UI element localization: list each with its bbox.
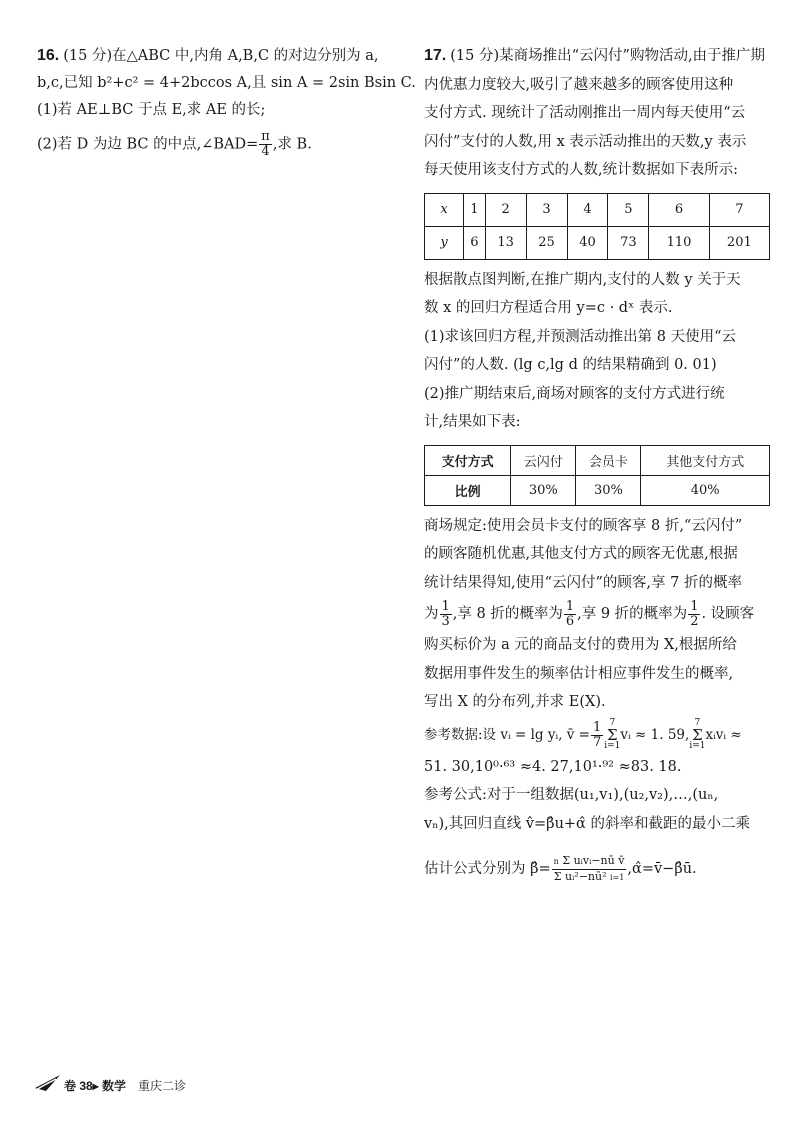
q16-part-1: (1)若 AE⊥BC 于点 E,求 AE 的长; <box>37 102 266 118</box>
q17-part2-line-1: (2)推广期结束后,商场对顾客的支付方式进行统 <box>424 385 725 402</box>
beta-numerator <box>552 854 627 870</box>
q16-frac-den: 4 <box>261 144 270 159</box>
fraction-one-seventh <box>591 721 603 750</box>
q17-reference-data <box>424 717 772 753</box>
q17-reference-data-2: 51. 30,10⁰·⁶³ ≈4. 27,10¹·⁹² ≈83. 18. <box>424 758 682 775</box>
q17-rules2-2: 数据用事件发生的频率估计相应事件发生的概率, <box>424 665 734 682</box>
q17-formula-1: 参考公式:对于一组数据(u₁,v₁),(u₂,v₂),…,(uₙ, <box>424 787 719 803</box>
q17-intro-3: 支付方式. 现统计了活动刚推出一周内每天使用“云 <box>424 105 746 121</box>
q16-frac-num: π <box>261 129 270 144</box>
payment-method-table <box>424 445 770 506</box>
table-row-label: 比例 <box>425 475 511 505</box>
q17-intro-5: 每天使用该支付方式的人数,统计数据如下表所示: <box>424 162 738 178</box>
table-header-x: x <box>425 193 464 226</box>
table-cell: 201 <box>709 226 769 259</box>
fraction-one-sixth <box>564 600 576 629</box>
table-cell: 40 <box>567 226 608 259</box>
table-header-cell: 会员卡 <box>576 445 641 475</box>
q17-after-table-1: 根据散点图判断,在推广期内,支付的人数 y 关于天 <box>424 271 741 288</box>
q17-probability-line <box>424 597 772 631</box>
q17-part2-line-2: 计,结果如下表: <box>424 414 521 430</box>
q16-part2-before: (2)若 D 为边 BC 的中点,∠BAD= <box>37 136 259 153</box>
ref-data-text: vᵢ ≈ 1. 59, <box>620 726 690 743</box>
q17-number: 17. <box>424 47 447 64</box>
table-cell: 25 <box>526 226 567 259</box>
q16-part2-after: ,求 B. <box>272 136 312 153</box>
table-row-header <box>425 445 770 475</box>
frac-den: 6 <box>565 613 575 629</box>
q16-line-2 <box>37 70 416 97</box>
frac-den: 3 <box>441 613 450 629</box>
q16-number: 16. <box>37 47 60 64</box>
table-cell: 13 <box>485 226 526 259</box>
table-cell: 6 <box>649 193 709 226</box>
fraction-one-third <box>440 600 452 629</box>
summation-symbol: 7 Σ i=1 <box>604 718 621 751</box>
paper-plane-logo-icon <box>34 1073 62 1093</box>
table-header-cell: 支付方式 <box>425 445 511 475</box>
prob-text: ,享 8 折的概率为 <box>452 606 563 622</box>
footer-label: 卷 38▸ 数学 <box>64 1079 127 1093</box>
fraction-one-half <box>688 600 700 629</box>
q17-part1-line-1: (1)求该回归方程,并预测活动推出第 8 天使用“云 <box>424 328 737 345</box>
table-cell: 7 <box>709 193 769 226</box>
beta-hat-fraction <box>552 854 627 885</box>
q16-fraction <box>259 130 272 159</box>
sum-bottom: i=1 <box>689 741 706 751</box>
q17-intro-2: 内优惠力度较大,吸引了越来越多的顾客使用这种 <box>424 76 734 93</box>
table-cell: 4 <box>567 193 608 226</box>
page-footer <box>34 1069 254 1099</box>
q17-formula-2: vₙ),其回归直线 v̂=β̂u+α̂ 的斜率和截距的最小二乘 <box>424 815 750 832</box>
frac-den: 2 <box>690 613 699 629</box>
beta-denominator <box>552 870 627 885</box>
prob-text: . 设顾客 <box>701 606 755 622</box>
sum-top: 7 <box>609 718 616 728</box>
beta-num-text: Σ uᵢvᵢ−nū v̄ <box>562 853 625 867</box>
q17-intro-text-1: (15 分)某商场推出“云闪付”购物活动,由于推广期 <box>450 48 766 64</box>
table-cell: 110 <box>649 226 709 259</box>
table-header-cell: 云闪付 <box>511 445 576 475</box>
formula-text: ,α̂=v̄−β̂ū. <box>627 861 697 877</box>
q17-after-table-2: 数 x 的回归方程适合用 y=c · dˣ 表示. <box>424 300 673 316</box>
q17-part1-line-2: 闪付”的人数. (lg c,lg d 的结果精确到 0. 01) <box>424 357 717 373</box>
sum-bottom: i=1 <box>610 872 625 882</box>
q16-text-1: (15 分)在△ABC 中,内角 A,B,C 的对边分别为 a, <box>63 48 379 64</box>
frac-den: 7 <box>592 734 602 750</box>
q17-rules-3: 统计结果得知,使用“云闪付”的顾客,享 7 折的概率 <box>424 574 742 591</box>
summation-symbol: 7 Σ i=1 <box>689 718 706 751</box>
sum-top: n <box>553 856 559 866</box>
ref-data-text: xᵢvᵢ ≈ <box>705 726 742 743</box>
table-cell: 40% <box>641 475 770 505</box>
table-row-x <box>425 193 770 226</box>
question-16 <box>37 42 416 159</box>
q16-line-1 <box>37 42 402 70</box>
table-cell: 30% <box>511 475 576 505</box>
table-cell: 30% <box>576 475 641 505</box>
beta-den-text: Σ uᵢ²−nū² <box>553 869 607 883</box>
q17-rules-1: 商场规定:使用会员卡支付的顾客享 8 折,“云闪付” <box>424 517 743 534</box>
ref-data-text: 参考数据:设 vᵢ = lg yᵢ, v̄ = <box>424 726 590 743</box>
table-cell: 73 <box>608 226 649 259</box>
q17-rules2-3: 写出 X 的分布列,并求 E(X). <box>424 694 606 710</box>
q17-rules-2: 的顾客随机优惠,其他支付方式的顾客无优惠,根据 <box>424 546 738 562</box>
table-row-ratio <box>425 475 770 505</box>
frac-num: 1 <box>565 598 575 614</box>
sum-bottom: i=1 <box>604 741 621 751</box>
table-cell: 6 <box>464 226 486 259</box>
formula-text: 估计公式分别为 β̂= <box>424 861 551 877</box>
table-header-cell: 其他支付方式 <box>641 445 770 475</box>
q17-intro-4: 闪付”支付的人数,用 x 表示活动推出的天数,y 表示 <box>424 133 747 150</box>
frac-num: 1 <box>592 719 602 735</box>
q17-formula-3 <box>424 838 772 900</box>
xy-data-table <box>424 193 770 260</box>
table-cell: 3 <box>526 193 567 226</box>
q16-part-2 <box>37 130 402 159</box>
table-header-y: y <box>425 226 464 259</box>
q16-text-2: b,c,已知 b²+c² = 4+2bccos A,且 sin A = 2sin Bsin C. <box>37 75 416 91</box>
frac-num: 1 <box>690 598 699 614</box>
footer-subtitle: 重庆二诊 <box>138 1079 187 1093</box>
q17-rules2-1: 购买标价为 a 元的商品支付的费用为 X,根据所给 <box>424 637 737 653</box>
q17-intro-1 <box>424 42 772 71</box>
question-17 <box>424 42 772 900</box>
prob-text: ,享 9 折的概率为 <box>577 606 688 622</box>
table-row-y <box>425 226 770 259</box>
table-cell: 1 <box>464 193 486 226</box>
sum-top: 7 <box>694 718 701 728</box>
prob-text: 为 <box>424 606 439 622</box>
table-cell: 2 <box>485 193 526 226</box>
table-cell: 5 <box>608 193 649 226</box>
frac-num: 1 <box>441 598 450 614</box>
